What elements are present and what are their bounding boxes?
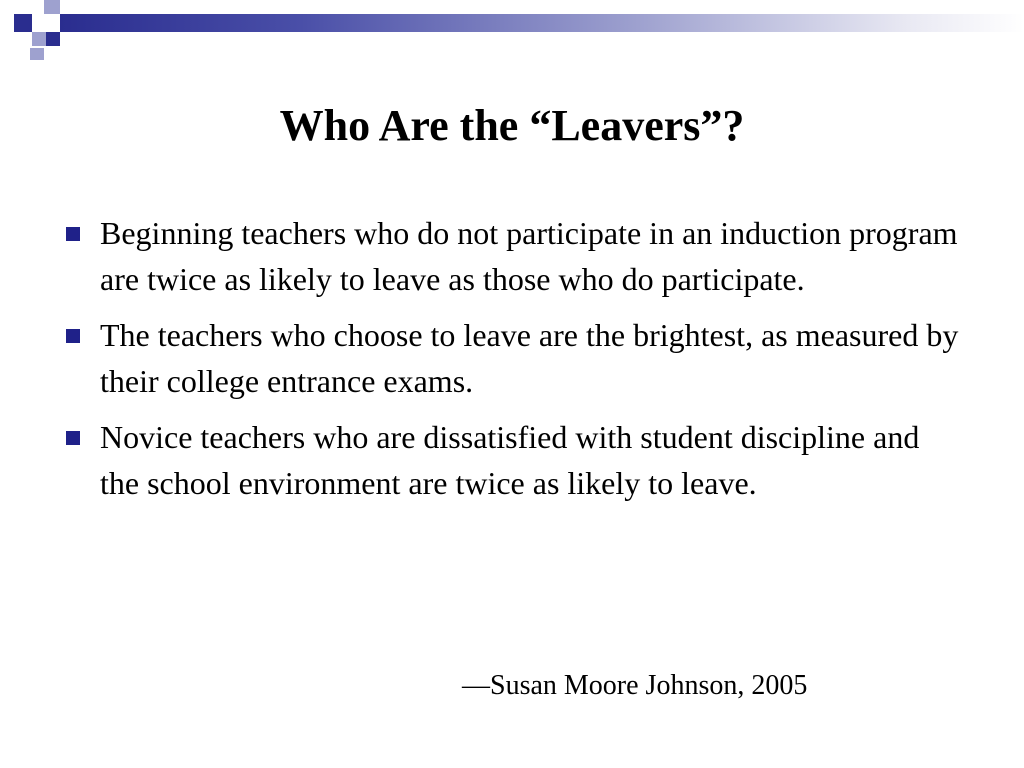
bullet-item (60, 312, 960, 404)
decorative-square (60, 0, 78, 14)
attribution: —Susan Moore Johnson, 2005 (462, 670, 808, 701)
bullet-text: Novice teachers who are dissatisfied with student discipline and the school environment are twice as likely to leave. (100, 419, 920, 501)
square-bullet-icon (66, 227, 80, 241)
bullet-item (60, 210, 960, 302)
decorative-square (46, 32, 60, 46)
square-bullet-icon (66, 431, 80, 445)
decorative-square (32, 32, 46, 46)
bullet-list (60, 210, 960, 516)
bullet-text: Beginning teachers who do not participate in an induction program are twice as likely to leave as those who do participate. (100, 215, 958, 297)
square-bullet-icon (66, 329, 80, 343)
decorative-square (44, 0, 60, 14)
bullet-text: The teachers who choose to leave are the brightest, as measured by their college entrance exams. (100, 317, 959, 399)
decorative-square (14, 14, 32, 32)
header-gradient-band (60, 14, 1024, 32)
bullet-item (60, 414, 960, 506)
decorative-square (30, 48, 44, 60)
slide-title: Who Are the “Leavers”? (279, 101, 745, 150)
